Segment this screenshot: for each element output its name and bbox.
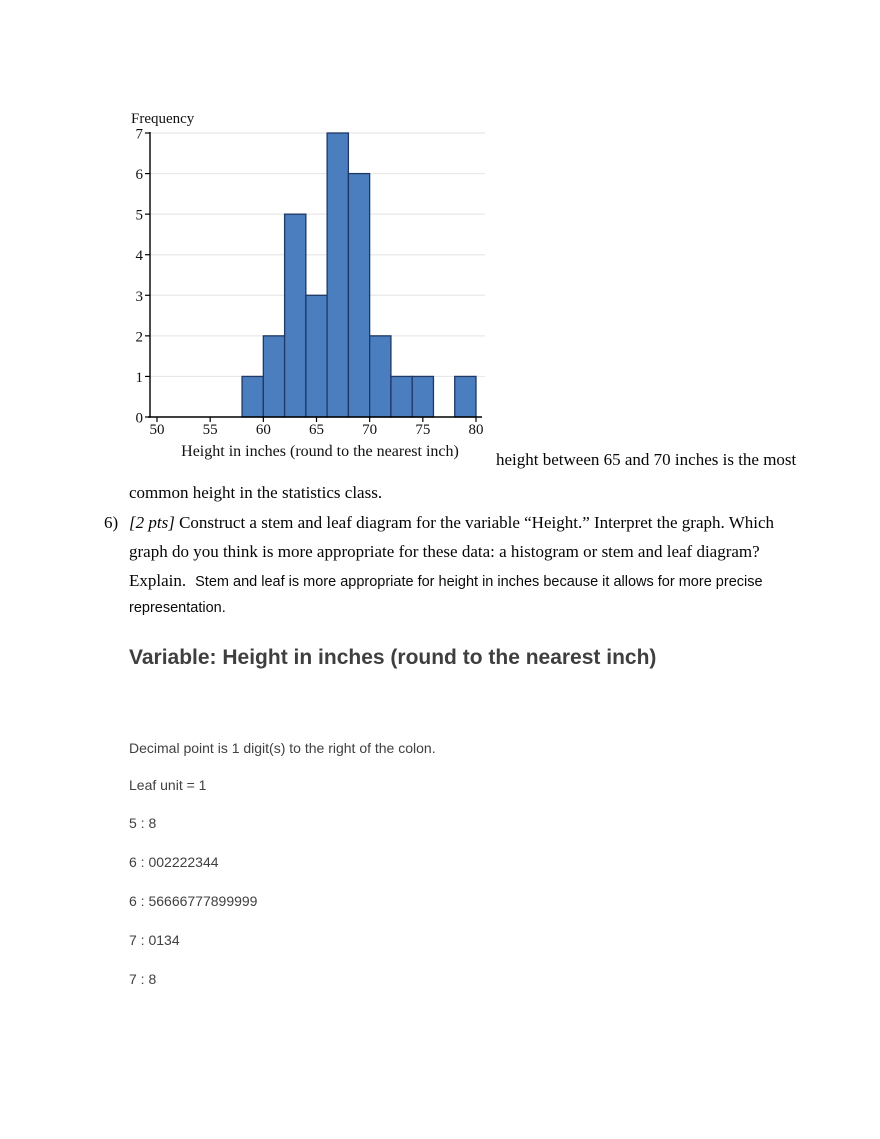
y-tick-label: 5 [135, 207, 143, 224]
y-tick-label: 4 [135, 248, 143, 265]
histogram-chart [118, 104, 490, 462]
histogram-bar [348, 174, 369, 417]
histogram-bar [370, 336, 391, 417]
histogram-bar [242, 376, 263, 417]
y-tick-label: 0 [135, 410, 143, 427]
stem-leaf-row: 7 : 0134 [129, 932, 180, 948]
explain-label: Explain. [129, 571, 187, 590]
x-tick-label: 60 [255, 422, 271, 438]
answer-line1: Stem and leaf is more appropriate for height in inches because it allows for more precise [195, 574, 763, 590]
y-tick-label: 6 [135, 167, 143, 184]
x-tick-label: 65 [308, 422, 324, 438]
caption-overflow-text: height between 65 and 70 inches is the most [496, 450, 797, 469]
stem-leaf-row: 6 : 002222344 [129, 854, 219, 870]
x-tick-label: 80 [468, 422, 484, 438]
histogram-bar [391, 376, 412, 417]
question-line1 [129, 513, 774, 533]
leaf-unit-note: Leaf unit = 1 [129, 777, 207, 793]
caption-line2-text: common height in the statistics class. [129, 483, 383, 502]
stem-leaf-row: 7 : 8 [129, 971, 157, 987]
question-line3 [129, 571, 763, 591]
y-axis-title: Frequency [131, 111, 195, 127]
question-points-label: [2 pts] [129, 513, 175, 532]
decimal-point-note: Decimal point is 1 digit(s) to the right of the colon. [129, 740, 436, 756]
stem-leaf-row: 5 : 8 [129, 815, 157, 831]
histogram-bar [263, 336, 284, 417]
y-tick-label: 3 [135, 288, 143, 305]
question-line1-text: Construct a stem and leaf diagram for the variable “Height.” Interpret the graph. Which [179, 513, 775, 532]
histogram-bar [455, 376, 476, 417]
stem-leaf-row: 6 : 56666777899999 [129, 893, 258, 909]
histogram-bar [306, 295, 327, 417]
x-tick-label: 55 [202, 422, 218, 438]
question-number: 6) [104, 513, 119, 532]
x-tick-label: 50 [149, 422, 165, 438]
y-tick-label: 2 [135, 329, 143, 346]
histogram-bar [412, 376, 433, 417]
histogram-bar [285, 214, 306, 417]
stem-leaf-heading: Variable: Height in inches (round to the nearest inch) [129, 646, 657, 669]
question-line2: graph do you think is more appropriate for these data: a histogram or stem and leaf diagram? [129, 542, 760, 561]
answer-line2: representation. [129, 600, 226, 616]
histogram-bar [327, 133, 348, 417]
y-tick-label: 1 [135, 369, 143, 386]
x-tick-label: 70 [362, 422, 378, 438]
x-tick-label: 75 [415, 422, 431, 438]
x-axis-title: Height in inches (round to the nearest inch) [181, 443, 459, 460]
y-tick-label: 7 [135, 126, 143, 143]
